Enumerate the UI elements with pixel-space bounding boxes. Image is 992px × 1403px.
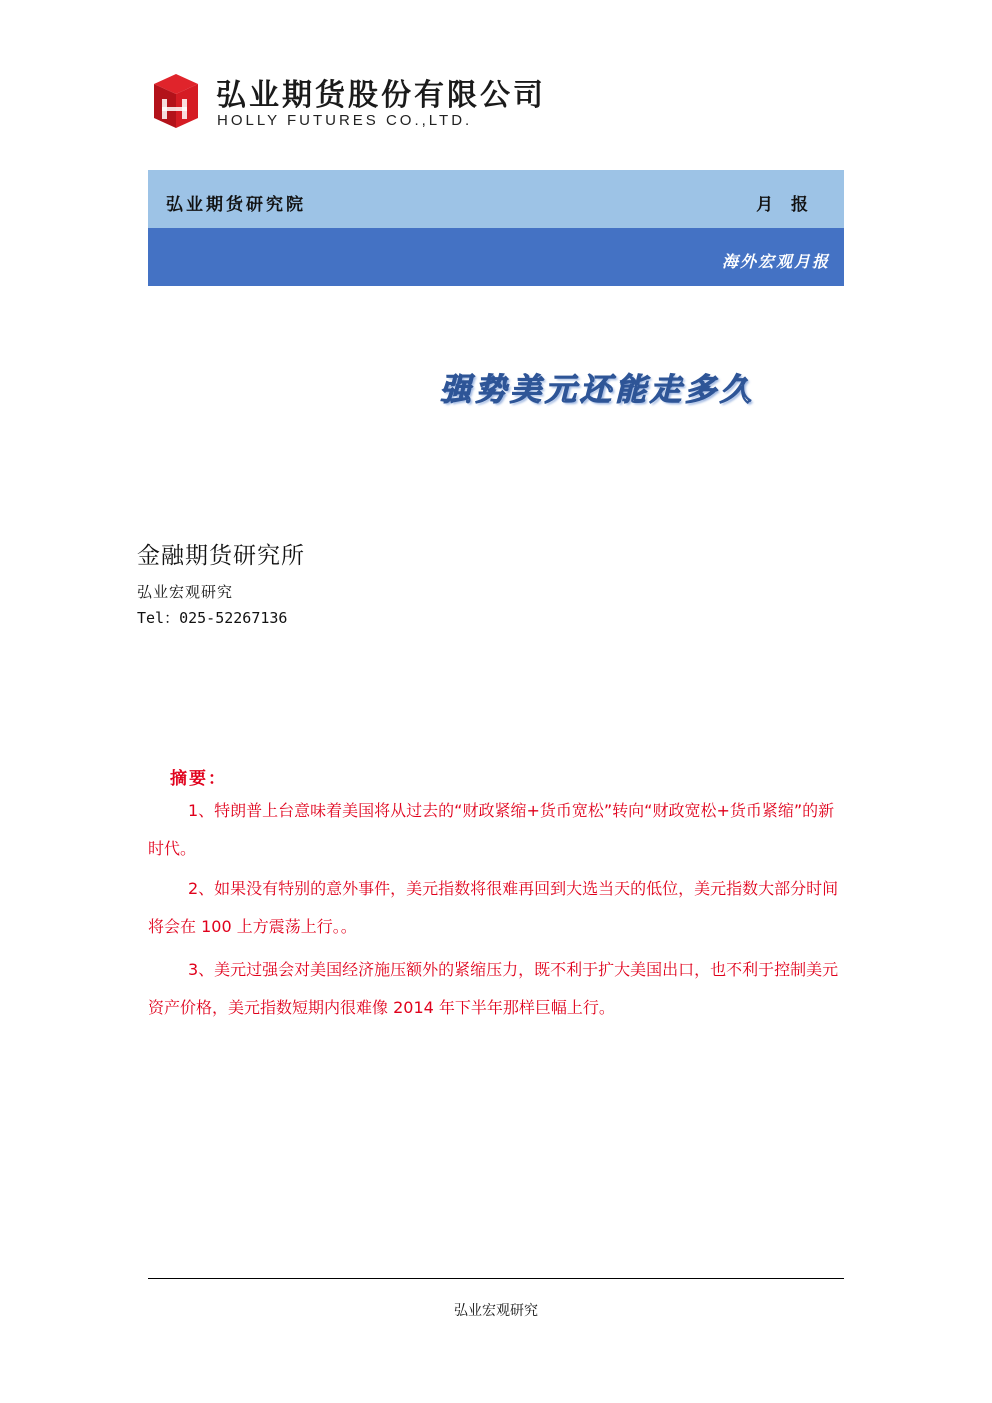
company-name-cn: 弘业期货股份有限公司 xyxy=(216,78,546,113)
company-name-en: HOLLY FUTURES CO.,LTD. xyxy=(217,112,473,129)
summary-point: 3、美元过强会对美国经济施压额外的紧缩压力，既不利于扩大美国出口，也不利于控制美元资产价格，美元指数短期内很难像 2014 年下半年那样巨幅上行。 xyxy=(148,960,839,1017)
institute-name: 弘业期货研究院 xyxy=(166,195,306,215)
footer-divider xyxy=(148,1278,844,1279)
author-department: 金融期货研究所 xyxy=(137,543,305,569)
author-group: 弘业宏观研究 xyxy=(137,583,234,601)
report-type: 月 报 xyxy=(756,195,814,215)
report-title: 强势美元还能走多久 xyxy=(440,372,755,408)
company-logo xyxy=(150,70,550,132)
header-band-bottom xyxy=(148,228,844,286)
footer-text: 弘业宏观研究 xyxy=(454,1303,538,1319)
summary-label: 摘要： xyxy=(170,769,227,789)
header-band-top xyxy=(148,170,844,228)
author-tel: Tel：025-52267136 xyxy=(137,609,288,627)
summary-point: 1、特朗普上台意味着美国将从过去的“财政紧缩+货币宽松”转向“财政宽松+货币紧缩”的新时代。 xyxy=(148,801,835,858)
report-subtype: 海外宏观月报 xyxy=(721,252,830,271)
cube-logo-icon xyxy=(152,72,200,130)
summary-point: 2、如果没有特别的意外事件，美元指数将很难再回到大选当天的低位，美元指数大部分时间将会在 100 上方震荡上行。。 xyxy=(148,879,839,936)
